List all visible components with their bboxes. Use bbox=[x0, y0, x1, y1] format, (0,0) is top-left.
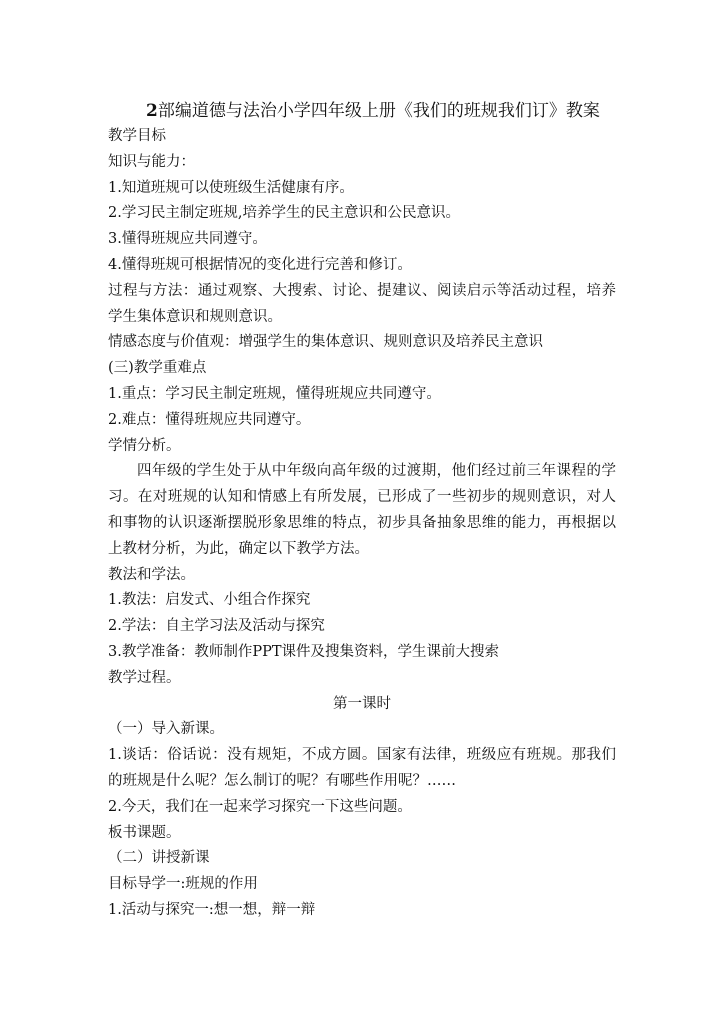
list-item: 1.活动与探究一:想一想，辩一辩 bbox=[108, 901, 316, 918]
paragraph-line: 上教材分析，为此，确定以下教学方法。 bbox=[108, 540, 369, 557]
subheading: 知识与能力： bbox=[108, 153, 195, 170]
paragraph-line: 情感态度与价值观：增强学生的集体意识、规则意识及培养民主意识 bbox=[108, 334, 543, 351]
list-item: 2.学法：自主学习法及活动与探究 bbox=[108, 618, 325, 635]
lesson-heading: 第一课时 bbox=[333, 695, 391, 712]
list-item: 1.知道班规可以使班级生活健康有序。 bbox=[108, 179, 354, 196]
paragraph-line: 板书课题。 bbox=[108, 824, 181, 841]
list-item: 3.懂得班规应共同遵守。 bbox=[108, 231, 267, 248]
document-title bbox=[146, 96, 706, 121]
paragraph-line: 的班规是什么呢？怎么制订的呢？有哪些作用呢？…… bbox=[108, 772, 456, 789]
list-item: 2.学习民主制定班规,培养学生的民主意识和公民意识。 bbox=[108, 205, 460, 222]
list-item: 3.教学准备：教师制作PPT课件及搜集资料，学生课前大搜索 bbox=[108, 643, 500, 660]
section-heading: 学情分析。 bbox=[108, 437, 181, 454]
section-heading: 教学目标 bbox=[108, 128, 166, 144]
list-item: 1.重点：学习民主制定班规，懂得班规应共同遵守。 bbox=[108, 385, 441, 402]
section-heading: 教学过程。 bbox=[108, 669, 181, 686]
document-body bbox=[108, 124, 616, 924]
title-text: 部编道德与法治小学四年级上册《我们的班规我们订》教案 bbox=[157, 101, 600, 121]
paragraph-line: 1.谈话：俗话说：没有规矩，不成方圆。国家有法律，班级应有班规。那我们 bbox=[108, 747, 616, 764]
list-item: 4.懂得班规可根据情况的变化进行完善和修订。 bbox=[108, 256, 412, 273]
list-item: 2.难点：懂得班规应共同遵守。 bbox=[108, 411, 311, 428]
section-heading: 教法和学法。 bbox=[108, 566, 195, 583]
list-item: 2.今天，我们在一起来学习探究一下这些问题。 bbox=[108, 798, 412, 815]
paragraph-line: 和事物的认识逐渐摆脱形象思维的特点，初步具备抽象思维的能力，再根据以 bbox=[108, 514, 616, 531]
list-item: 1.教法：启发式、小组合作探究 bbox=[108, 592, 311, 609]
paragraph-line: 四年级的学生处于从中年级向高年级的过渡期，他们经过前三年课程的学 bbox=[137, 463, 616, 480]
paragraph-line: 学生集体意识和规则意识。 bbox=[108, 308, 282, 325]
section-heading: （二）讲授新课 bbox=[108, 850, 210, 867]
paragraph-line: 习。在对班规的认知和情感上有所发展，已形成了一些初步的规则意识，对人 bbox=[108, 489, 616, 506]
section-heading: （一）导入新课。 bbox=[108, 721, 224, 738]
title-number: 2 bbox=[146, 101, 158, 121]
paragraph-line: 过程与方法：通过观察、大搜索、讨论、提建议、阅读启示等活动过程，培养 bbox=[108, 282, 616, 299]
subheading: 目标导学一:班规的作用 bbox=[108, 876, 258, 893]
section-heading: (三)教学重难点 bbox=[108, 360, 207, 377]
